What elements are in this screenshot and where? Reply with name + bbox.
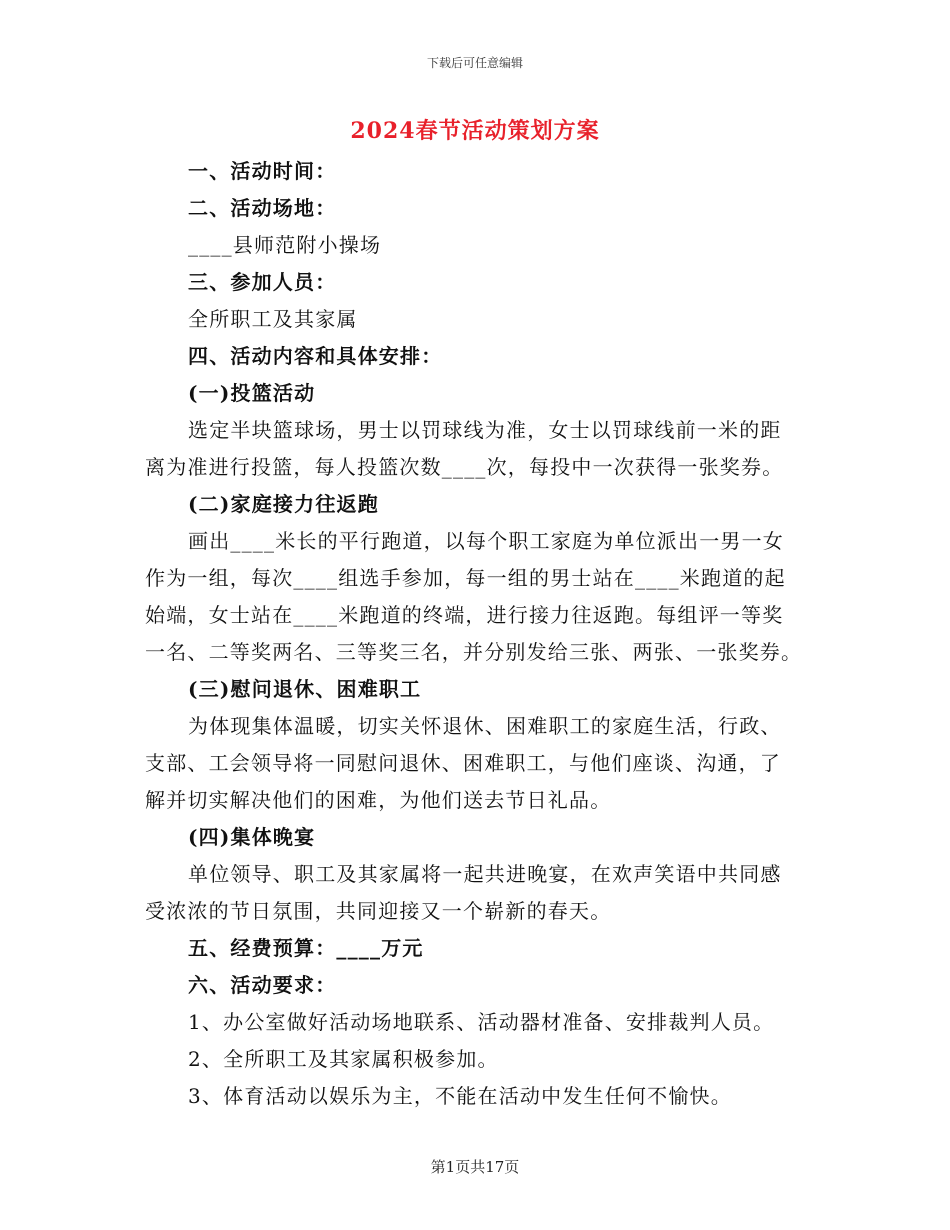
page-number: 第1页共17页 bbox=[430, 1158, 520, 1176]
body-line: 画出____米长的平行跑道，以每个职工家庭为单位派出一男一女 bbox=[188, 529, 784, 553]
body-line: 单位领导、职工及其家属将一起共进晚宴，在欢声笑语中共同感 bbox=[188, 862, 782, 886]
document-title: 2024春节活动策划方案 bbox=[350, 118, 600, 144]
body-line: 全所职工及其家属 bbox=[188, 307, 358, 331]
body-line: (二)家庭接力往返跑 bbox=[188, 492, 379, 516]
body-line: 受浓浓的节日氛围，共同迎接又一个崭新的春天。 bbox=[145, 899, 612, 923]
body-line: 三、参加人员： bbox=[188, 270, 337, 294]
body-line: 始端，女士站在____米跑道的终端，进行接力往返跑。每组评一等奖 bbox=[145, 603, 784, 627]
document-body bbox=[145, 153, 805, 1115]
body-line: 为体现集体温暖，切实关怀退休、困难职工的家庭生活，行政、 bbox=[188, 714, 782, 738]
body-line: 离为准进行投篮，每人投篮次数____次，每投中一次获得一张奖券。 bbox=[145, 455, 784, 479]
body-line: 解并切实解决他们的困难，为他们送去节日礼品。 bbox=[145, 788, 612, 812]
page-header: 下载后可任意编辑 bbox=[426, 56, 523, 70]
body-line: 2、全所职工及其家属积极参加。 bbox=[188, 1047, 499, 1071]
body-line: ____县师范附小操场 bbox=[188, 233, 382, 257]
body-line: 作为一组，每次____组选手参加，每一组的男士站在____米跑道的起 bbox=[145, 566, 786, 590]
body-line: 一名、二等奖两名、三等奖三名，并分别发给三张、两张、一张奖券。 bbox=[145, 640, 803, 664]
body-line: 五、经费预算：____万元 bbox=[188, 936, 424, 960]
body-line: (四)集体晚宴 bbox=[188, 825, 316, 849]
body-line: 选定半块篮球场，男士以罚球线为准，女士以罚球线前一米的距 bbox=[188, 418, 782, 442]
body-line: 一、活动时间： bbox=[188, 159, 337, 183]
body-line: (三)慰问退休、困难职工 bbox=[188, 677, 422, 701]
body-line: 六、活动要求： bbox=[188, 973, 337, 997]
body-line: 二、活动场地： bbox=[188, 196, 337, 220]
body-line: 1、办公室做好活动场地联系、活动器材准备、安排裁判人员。 bbox=[188, 1010, 775, 1034]
body-line: (一)投篮活动 bbox=[188, 381, 316, 405]
body-line: 支部、工会领导将一同慰问退休、困难职工，与他们座谈、沟通，了 bbox=[145, 751, 781, 775]
body-line: 3、体育活动以娱乐为主，不能在活动中发生任何不愉快。 bbox=[188, 1084, 732, 1108]
body-line: 四、活动内容和具体安排： bbox=[188, 344, 443, 368]
